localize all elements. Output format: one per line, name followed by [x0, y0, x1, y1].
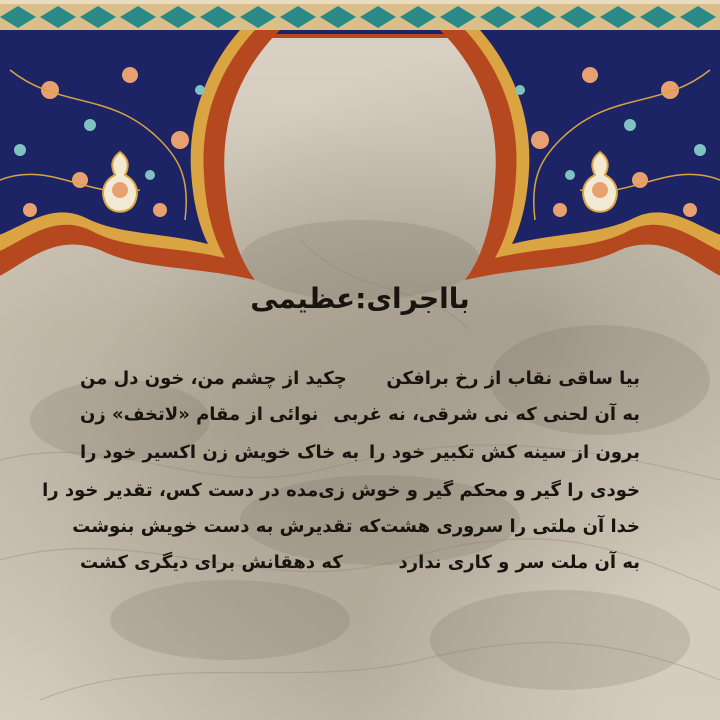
verse-first-hemistich: بیا ساقی نقاب از رخ برافکن [386, 368, 640, 389]
corner-ornament-left [0, 30, 280, 280]
verse-second-hemistich: نوائی از مقام «لاتخف» زن [80, 404, 319, 425]
verse-line [80, 552, 640, 573]
verse-line [42, 480, 640, 501]
verse-line [80, 368, 640, 389]
verse-first-hemistich: خدا آن ملتی را سروری هشت [380, 516, 640, 537]
verse-line [80, 404, 640, 425]
verse-first-hemistich: خودی را گیر و محکم گیر و خوش زی [318, 480, 640, 501]
verse-first-hemistich: برون از سینه کش تکبیر خود را [368, 442, 640, 463]
verse-line [72, 516, 640, 537]
corner-ornament-right [440, 30, 720, 280]
verse-second-hemistich: مده در دست کس، تقدیر خود را [42, 480, 319, 501]
verse-first-hemistich: به آن ملت سر و کاری ندارد [398, 552, 640, 573]
verse-second-hemistich: چکید از چشم من، خون دل من [80, 368, 347, 389]
verse-second-hemistich: به خاک خویش زن اکسیر خود را [80, 442, 360, 463]
performer-title: بااجرای:عظیمی [250, 282, 470, 315]
verse-first-hemistich: به آن لحنی که نی شرقی، نه غربی [333, 404, 640, 425]
verse-second-hemistich: که دهقانش برای دیگری کشت [80, 552, 343, 573]
verse-second-hemistich: که تقدیرش به دست خویش بنوشت [72, 516, 381, 537]
verse-line [80, 442, 640, 463]
